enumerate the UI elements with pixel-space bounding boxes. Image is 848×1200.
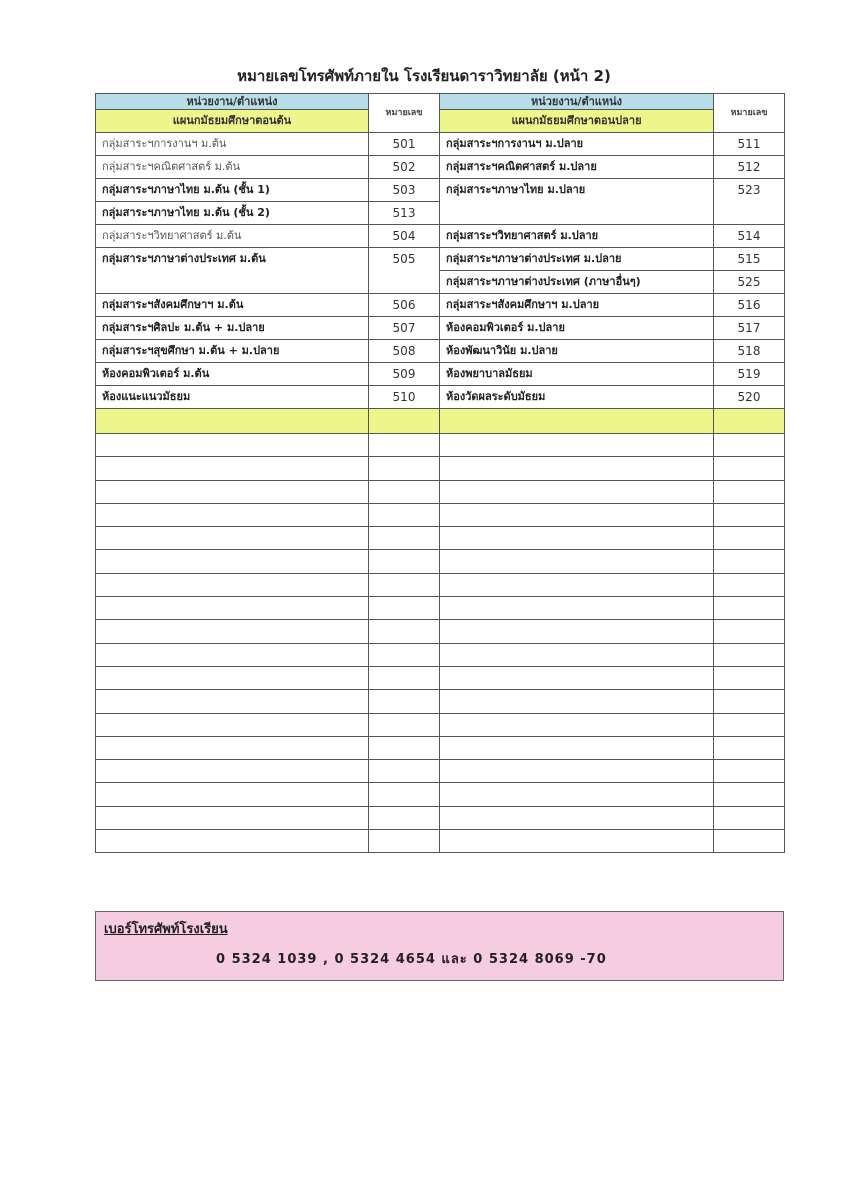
right-number-cell: 512 [714,156,785,179]
right-number-cell: 516 [714,294,785,317]
right-unit-cell: กลุ่มสาระฯภาษาต่างประเทศ ม.ปลาย [440,248,714,271]
blank-row [96,480,785,503]
left-unit-cell: กลุ่มสาระฯภาษาไทย ม.ต้น (ชั้น 2) [96,202,369,225]
left-unit-cell: กลุ่มสาระฯภาษาไทย ม.ต้น (ชั้น 1) [96,179,369,202]
left-unit-cell: กลุ่มสาระฯภาษาต่างประเทศ ม.ต้น [96,248,369,294]
table-row [96,317,785,340]
right-number-cell: 514 [714,225,785,248]
right-number-cell: 525 [714,271,785,294]
left-unit-cell: กลุ่มสาระฯศิลปะ ม.ต้น + ม.ปลาย [96,317,369,340]
extension-table-wrapper [95,93,784,853]
right-unit-cell: กลุ่มสาระฯการงานฯ ม.ปลาย [440,133,714,156]
blank-row [96,503,785,526]
number-header-right: หมายเลข [714,94,785,133]
left-unit-cell: ห้องคอมพิวเตอร์ ม.ต้น [96,363,369,386]
page-title: หมายเลขโทรศัพท์ภายใน โรงเรียนดาราวิทยาลัย (หน้า 2) [237,67,611,85]
left-number-cell: 509 [369,363,440,386]
blank-row [96,806,785,829]
number-header-left: หมายเลข [369,94,440,133]
left-number-cell: 510 [369,386,440,409]
blank-row [96,666,785,689]
left-unit-cell: ห้องแนะแนวมัธยม [96,386,369,409]
left-number-cell: 508 [369,340,440,363]
blank-row [96,550,785,573]
unit-header-right: หน่วยงาน/ตำแหน่ง [440,94,714,110]
right-unit-cell: ห้องวัดผลระดับมัธยม [440,386,714,409]
table-row [96,294,785,317]
table-row [96,340,785,363]
right-unit-cell: กลุ่มสาระฯคณิตศาสตร์ ม.ปลาย [440,156,714,179]
blank-row [96,830,785,853]
left-unit-cell: กลุ่มสาระฯสุขศึกษา ม.ต้น + ม.ปลาย [96,340,369,363]
table-row [96,179,785,202]
right-unit-cell: ห้องพัฒนาวินัย ม.ปลาย [440,340,714,363]
table-row [96,248,785,271]
right-unit-cell: ห้องคอมพิวเตอร์ ม.ปลาย [440,317,714,340]
table-row [96,225,785,248]
left-number-cell: 507 [369,317,440,340]
blank-row [96,783,785,806]
blank-row [96,434,785,457]
right-number-cell: 523 [714,179,785,225]
left-unit-cell: กลุ่มสาระฯการงานฯ ม.ต้น [96,133,369,156]
right-unit-cell: กลุ่มสาระฯสังคมศึกษาฯ ม.ปลาย [440,294,714,317]
right-unit-cell: กลุ่มสาระฯภาษาไทย ม.ปลาย [440,179,714,225]
blank-row [96,736,785,759]
left-number-cell: 504 [369,225,440,248]
school-phone-numbers: 0 5324 1039 , 0 5324 4654 และ 0 5324 8069 -70 [216,952,607,967]
blank-row [96,643,785,666]
right-unit-cell: ห้องพยาบาลมัธยม [440,363,714,386]
blank-row [96,713,785,736]
left-number-cell: 501 [369,133,440,156]
right-number-cell: 511 [714,133,785,156]
blank-row [96,620,785,643]
blank-row [96,457,785,480]
left-unit-cell: กลุ่มสาระฯสังคมศึกษาฯ ม.ต้น [96,294,369,317]
section-header-right: แผนกมัธยมศึกษาตอนปลาย [440,110,714,133]
table-row [96,156,785,179]
right-unit-cell: กลุ่มสาระฯวิทยาศาสตร์ ม.ปลาย [440,225,714,248]
right-number-cell: 517 [714,317,785,340]
left-number-cell: 503 [369,179,440,202]
table-row [96,133,785,156]
blank-rows [96,434,785,853]
right-unit-cell: กลุ่มสาระฯภาษาต่างประเทศ (ภาษาอื่นๆ) [440,271,714,294]
extension-table [95,93,785,853]
right-number-cell: 515 [714,248,785,271]
school-phone-title: เบอร์โทรศัพท์โรงเรียน [104,922,228,937]
left-number-cell: 506 [369,294,440,317]
left-number-cell: 513 [369,202,440,225]
blank-row [96,597,785,620]
right-number-cell: 520 [714,386,785,409]
right-number-cell: 519 [714,363,785,386]
school-phone-box [95,911,784,981]
blank-row [96,690,785,713]
right-number-cell: 518 [714,340,785,363]
highlight-row [96,409,785,434]
left-number-cell: 502 [369,156,440,179]
left-number-cell: 505 [369,248,440,294]
table-row [96,363,785,386]
left-unit-cell: กลุ่มสาระฯวิทยาศาสตร์ ม.ต้น [96,225,369,248]
left-unit-cell: กลุ่มสาระฯคณิตศาสตร์ ม.ต้น [96,156,369,179]
blank-row [96,760,785,783]
table-row [96,386,785,409]
table-body [96,133,785,434]
blank-row [96,573,785,596]
section-header-left: แผนกมัธยมศึกษาตอนต้น [96,110,369,133]
unit-header-left: หน่วยงาน/ตำแหน่ง [96,94,369,110]
blank-row [96,527,785,550]
